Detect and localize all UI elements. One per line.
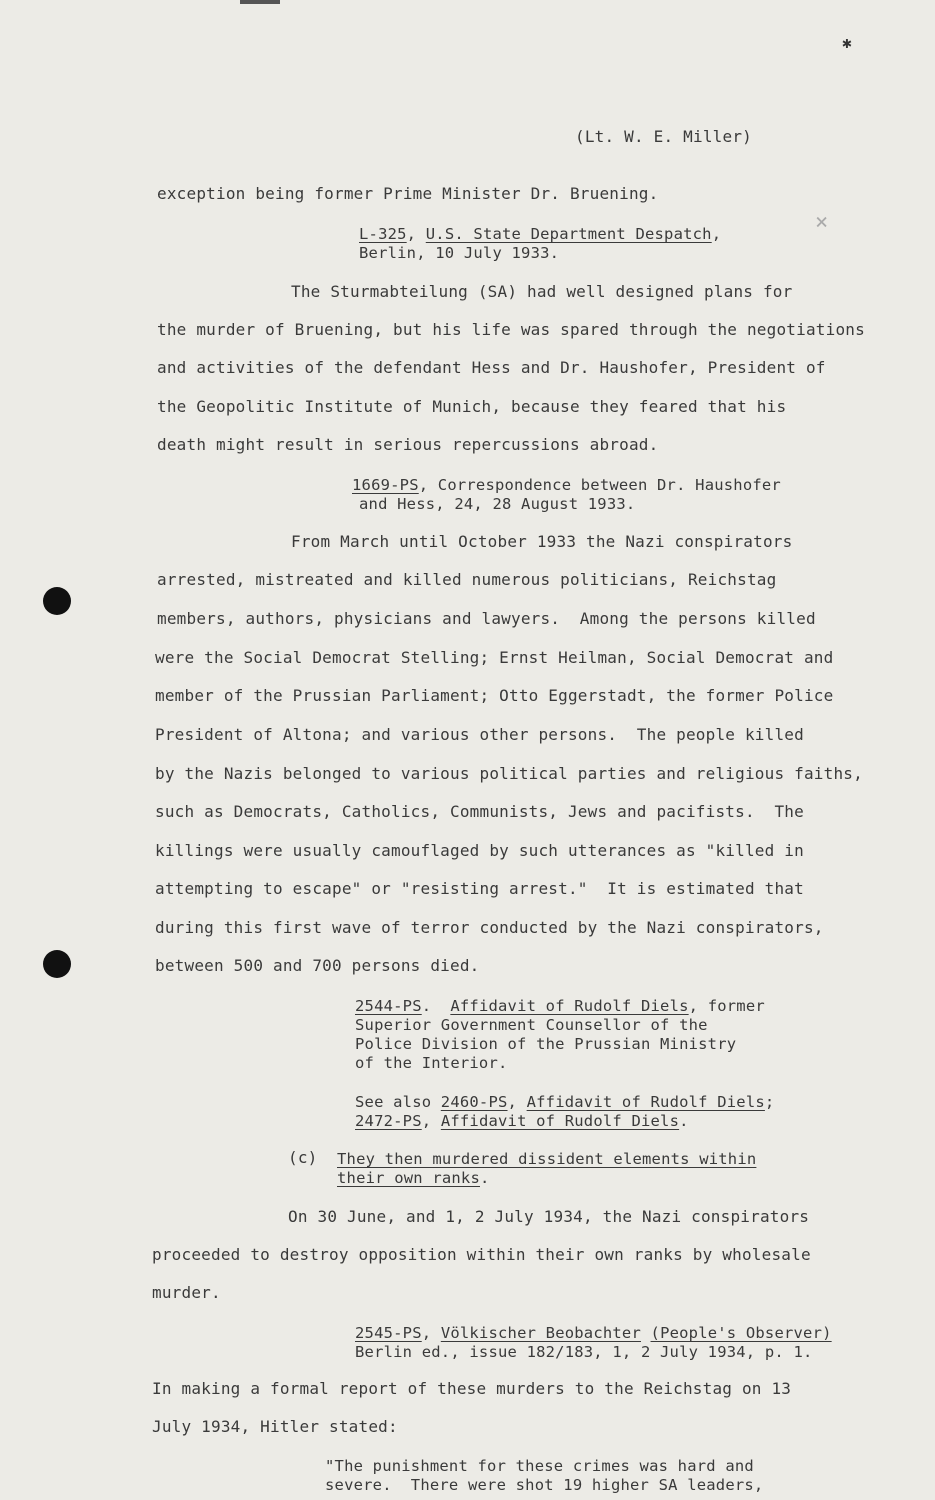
body-line: such as Democrats, Catholics, Communists, Jews and pacifists. The xyxy=(155,802,804,821)
doc-ref: L-325 xyxy=(359,225,407,243)
citation-line: Berlin ed., issue 182/183, 1, 2 July 1934, p. 1. xyxy=(355,1343,813,1361)
body-line: members, authors, physicians and lawyers. Among the persons killed xyxy=(157,609,816,628)
body-line: and activities of the defendant Hess and Dr. Haushofer, President of xyxy=(157,358,826,377)
body-line: during this first wave of terror conducted by the Nazi conspirators, xyxy=(155,918,824,937)
doc-ref: 2472-PS xyxy=(355,1112,422,1130)
body-line: The Sturmabteilung (SA) had well designed plans for xyxy=(291,282,793,301)
body-line: by the Nazis belonged to various political parties and religious faiths, xyxy=(155,764,863,783)
section-heading: They then murdered dissident elements within xyxy=(337,1150,757,1168)
body-line: arrested, mistreated and killed numerous politicians, Reichstag xyxy=(157,570,777,589)
citation-line: and Hess, 24, 28 August 1933. xyxy=(359,495,636,513)
quote-line: "The punishment for these crimes was hard and xyxy=(325,1457,754,1475)
body-line: exception being former Prime Minister Dr. Bruening. xyxy=(157,184,659,203)
pencil-mark: × xyxy=(815,210,829,235)
body-line: On 30 June, and 1, 2 July 1934, the Nazi conspirators xyxy=(288,1207,810,1226)
scan-edge-mark xyxy=(240,0,280,4)
body-line: were the Social Democrat Stelling; Ernst Heilman, Social Democrat and xyxy=(155,648,834,667)
citation-line: Police Division of the Prussian Ministry xyxy=(355,1035,737,1053)
citation-line: of the Interior. xyxy=(355,1054,508,1072)
doc-ref: 2545-PS xyxy=(355,1324,422,1342)
author-line: (Lt. W. E. Miller) xyxy=(575,127,752,146)
body-line: killings were usually camouflaged by such utterances as "killed in xyxy=(155,841,804,860)
body-line: death might result in serious repercussions abroad. xyxy=(157,435,659,454)
section-heading: their own ranks. xyxy=(337,1169,490,1187)
citation: L-325, U.S. State Department Despatch, xyxy=(359,225,722,243)
body-line: proceeded to destroy opposition within their own ranks by wholesale xyxy=(152,1245,811,1264)
citation: 2544-PS. Affidavit of Rudolf Diels, former xyxy=(355,997,765,1015)
punch-hole xyxy=(43,950,71,978)
body-line: the murder of Bruening, but his life was spared through the negotiations xyxy=(157,320,865,339)
doc-ref: 1669-PS xyxy=(352,476,419,494)
doc-title: Affidavit of Rudolf Diels xyxy=(450,997,689,1015)
ink-mark: ✱ xyxy=(842,33,852,52)
body-line: member of the Prussian Parliament; Otto Eggerstadt, the former Police xyxy=(155,686,834,705)
doc-title: Völkischer Beobachter xyxy=(440,1324,641,1342)
body-line: the Geopolitic Institute of Munich, because they feared that his xyxy=(157,397,787,416)
body-line: From March until October 1933 the Nazi conspirators xyxy=(291,532,793,551)
body-line: July 1934, Hitler stated: xyxy=(152,1417,398,1436)
citation-line: Berlin, 10 July 1933. xyxy=(359,244,560,262)
citation: 1669-PS, Correspondence between Dr. Haushofer xyxy=(352,476,781,494)
body-line: attempting to escape" or "resisting arrest." It is estimated that xyxy=(155,879,804,898)
body-line: President of Altona; and various other persons. The people killed xyxy=(155,725,804,744)
citation: 2545-PS, Völkischer Beobachter (People's Observer) xyxy=(355,1324,832,1342)
citation-line: Superior Government Counsellor of the xyxy=(355,1016,708,1034)
body-line: In making a formal report of these murders to the Reichstag on 13 xyxy=(152,1379,792,1398)
doc-title: U.S. State Department Despatch xyxy=(425,225,712,243)
section-label: (c) xyxy=(288,1148,318,1167)
doc-ref: 2460-PS xyxy=(440,1093,508,1111)
punch-hole xyxy=(43,587,71,615)
citation: 2472-PS, Affidavit of Rudolf Diels. xyxy=(355,1112,689,1130)
doc-ref: 2544-PS xyxy=(355,997,422,1015)
doc-title: Affidavit of Rudolf Diels xyxy=(526,1093,765,1111)
quote-line: severe. There were shot 19 higher SA leaders, xyxy=(325,1476,764,1494)
body-line: between 500 and 700 persons died. xyxy=(155,956,480,975)
doc-title: Affidavit of Rudolf Diels xyxy=(440,1112,680,1130)
citation: See also 2460-PS, Affidavit of Rudolf Diels; xyxy=(355,1093,775,1111)
body-line: murder. xyxy=(152,1283,221,1302)
